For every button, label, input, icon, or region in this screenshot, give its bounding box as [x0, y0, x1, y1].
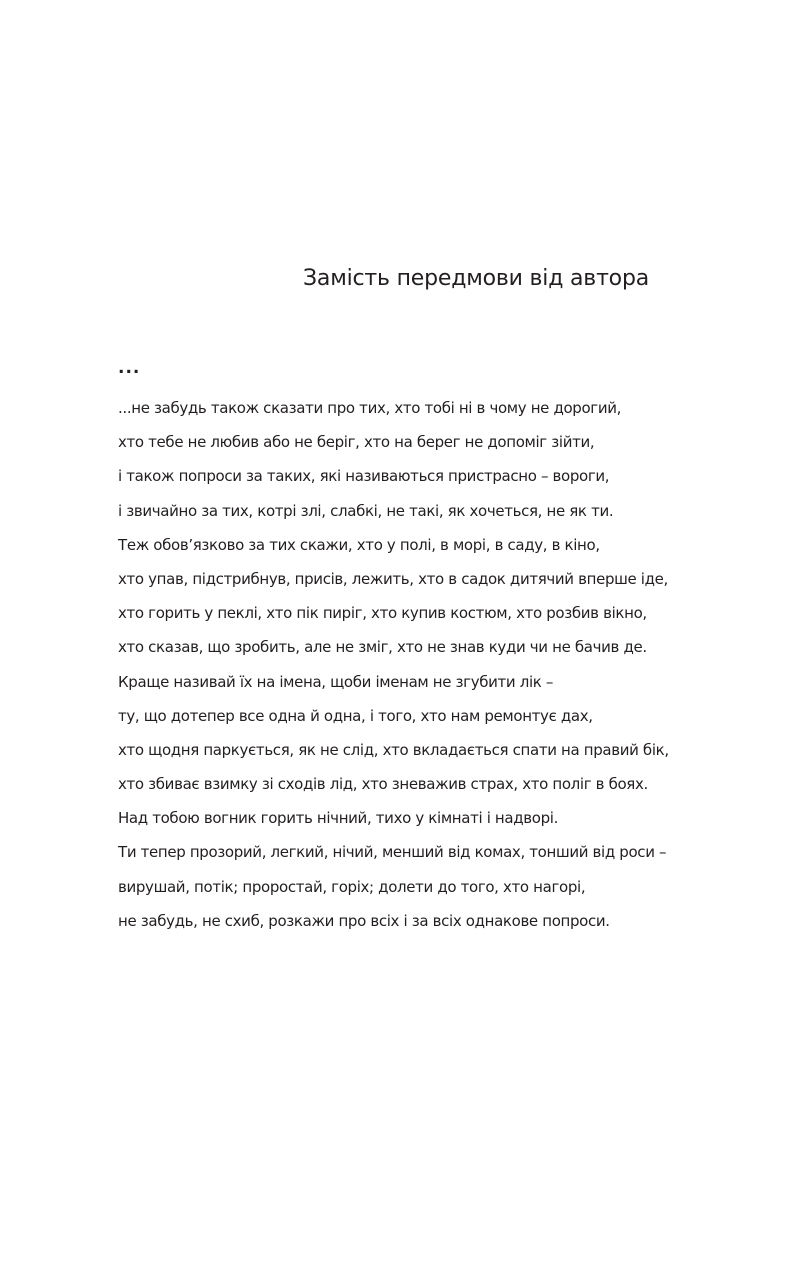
poem-line: і також попроси за таких, які називаються пристрасно – вороги,: [118, 467, 610, 486]
poem-line: хто упав, підстрибнув, присів, лежить, хто в садок дитячий вперше іде,: [118, 569, 668, 588]
poem-line: вирушай, потік; проростай, горіх; долети до того, хто нагорі,: [118, 877, 586, 896]
poem-line: хто горить у пеклі, хто пік пиріг, хто купив костюм, хто розбив вікно,: [118, 604, 647, 623]
poem-line: ...не забудь також сказати про тих, хто тобі ні в чому не дорогий,: [118, 399, 622, 417]
poem: [118, 356, 758, 938]
poem-line: і звичайно за тих, котрі злі, слабкі, не такі, як хочеться, не як ти.: [118, 501, 614, 520]
poem-line: хто щодня паркується, як не слід, хто вкладається спати на правий бік,: [118, 740, 669, 759]
poem-line: хто збиває взимку зі сходів лід, хто зневажив страх, хто поліг в боях.: [118, 775, 648, 794]
poem-line: Ти тепер прозорий, легкий, нічий, менший від комах, тонший від роси –: [118, 843, 667, 862]
poem-ellipsis: ...: [118, 358, 141, 378]
poem-line: хто сказав, що зробить, але не зміг, хто не знав куди чи не бачив де.: [118, 638, 647, 657]
poem-line: Краще називай їх на імена, щоби іменам не згубити лік –: [118, 672, 554, 691]
poem-line: не забудь, не схиб, розкажи про всіх і за всіх однакове попроси.: [118, 911, 610, 930]
poem-line: хто тебе не любив або не беріг, хто на берег не допоміг зійти,: [118, 433, 595, 452]
poem-line: Над тобою вогник горить нічний, тихо у кімнаті і надворі.: [118, 809, 558, 828]
page-title: Замість передмови від автора: [303, 266, 649, 291]
poem-line: Теж обов’язково за тих скажи, хто у полі, в морі, в саду, в кіно,: [118, 535, 600, 554]
poem-line: ту, що дотепер все одна й одна, і того, хто нам ремонтує дах,: [118, 706, 593, 725]
